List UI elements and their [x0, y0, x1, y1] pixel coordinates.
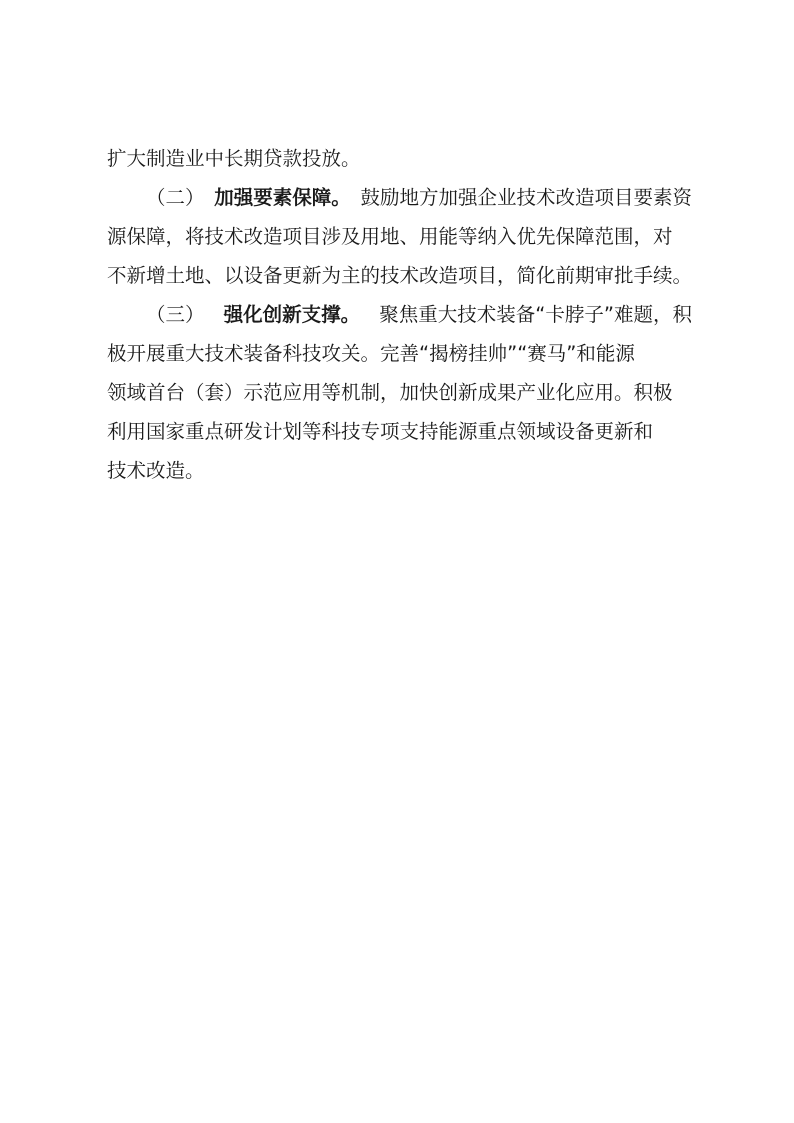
line-2-text: 鼓励地方加强企业技术改造项目要素资 [360, 186, 692, 209]
line-7-text: 领域首台（套）示范应用等机制，加快创新成果产业化应用。积极 [107, 381, 673, 404]
section-2-number: （二） [146, 186, 205, 209]
text-line-7 [107, 373, 692, 412]
text-line-8 [107, 412, 692, 451]
line-6-text: 极开展重大技术装备科技攻关。完善“揭榜挂帅”“赛马”和能源 [107, 342, 635, 365]
section-3-number: （三） [146, 303, 205, 326]
text-line-9 [107, 451, 692, 490]
text-line-5 [107, 295, 692, 334]
line-8-text: 利用国家重点研发计划等科技专项支持能源重点领域设备更新和 [107, 420, 654, 443]
section-2-heading: 加强要素保障。 [214, 186, 351, 209]
section-3-heading: 强化创新支撑。 [223, 303, 361, 326]
line-5-text: 聚焦重大技术装备“卡脖子”难题，积 [379, 303, 692, 326]
text-line-2 [107, 178, 692, 217]
text-line-3 [107, 217, 692, 256]
line-3-text: 源保障，将技术改造项目涉及用地、用能等纳入优先保障范围，对 [107, 225, 673, 248]
text-line-4 [107, 256, 692, 295]
line-9-text: 技术改造。 [107, 459, 205, 482]
line-1-text: 扩大制造业中长期贷款投放。 [107, 147, 361, 170]
body-text [107, 139, 692, 490]
text-line-6 [107, 334, 692, 373]
text-line-1 [107, 139, 692, 178]
line-4-text: 不新增土地、以设备更新为主的技术改造项目，简化前期审批手续。 [107, 264, 693, 287]
